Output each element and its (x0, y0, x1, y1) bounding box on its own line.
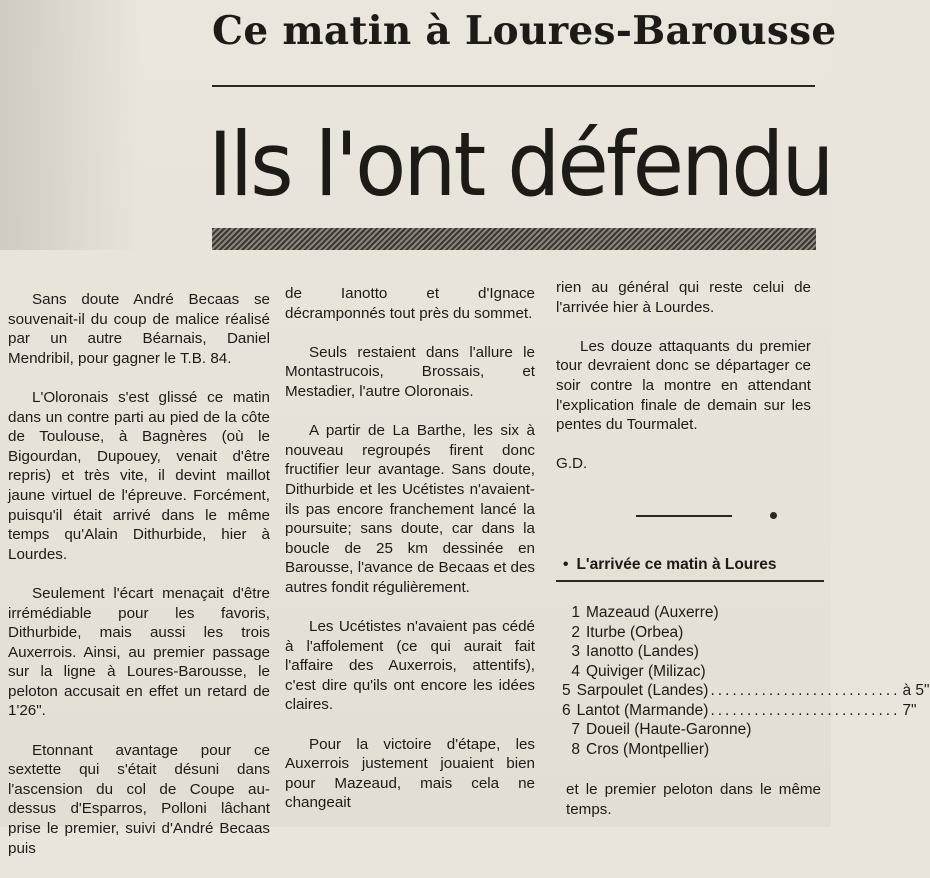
hatched-rule (212, 228, 816, 250)
result-name: Sarpoulet (Landes) (576, 682, 709, 699)
result-row (562, 662, 824, 682)
result-row (562, 681, 930, 701)
result-row (562, 642, 824, 662)
bullet-icon: • (563, 556, 569, 573)
divider-dot (770, 512, 777, 519)
leader-dots: .......................... (710, 682, 901, 699)
paragraph: rien au général qui reste celui de l'arrivée hier à Lourdes. (556, 279, 811, 316)
result-gap: 7" (902, 701, 917, 719)
results-list (562, 603, 930, 759)
result-name: Cros (Montpellier) (586, 740, 710, 758)
paragraph: Les Ucétistes n'avaient pas cédé à l'affolement (ce qui aurait fait l'affaire des Auxerrois, attentifs), c'est dire qu'ils ont encore les idées claires. (285, 618, 535, 714)
result-row (562, 623, 824, 643)
kicker-rule (212, 85, 815, 87)
results-title (563, 556, 821, 574)
result-name: Iturbe (Orbea) (586, 623, 684, 641)
leader-dots: .......................... (710, 701, 901, 719)
paragraph: L'Oloronais s'est glissé ce matin dans un contre parti au pied de la côte de Toulouse, à Bagnères (où le Bigourdan, Dupouey, venait d'être repris) et très vite, il devint maillot jaune virtuel de l'épreuve. Forcément, puisqu'il était arrivé dans le même temps qu'Alain Dithurbide, hier à Lourdes. (8, 388, 270, 563)
result-rank: 5 (562, 682, 571, 699)
result-name: Lantot (Marmande) (576, 701, 709, 719)
article-column-1 (8, 290, 270, 878)
page-shadow (0, 0, 140, 250)
paragraph: Etonnant avantage pour ce sextette qui s'était désuni dans l'ascension du col de Coupe au-dessus d'Esparros, Polloni lâchant prise le premier, suivi d'André Becaas puis (8, 741, 270, 857)
paragraph: Sans doute André Becaas se souvenait-il du coup de malice réalisé par un autre Béarnais, Daniel Mendribil, pour gagner le T.B. 84. (8, 291, 270, 367)
author-signature: G.D. (556, 455, 588, 473)
result-rank: 6 (562, 701, 571, 719)
article-column-2 (285, 284, 535, 833)
results-title-text: L'arrivée ce matin à Loures (576, 556, 777, 573)
result-row (562, 720, 824, 740)
paragraph: Seulement l'écart menaçait d'être irrémédiable pour les favoris, Dithurbide, mais aussi les trois Auxerrois. Ainsi, au premier passage sur la ligne à Loures-Barousse, le peloton accusait en effet un retard de 1'26". (8, 584, 270, 720)
result-name: Quiviger (Milizac) (586, 662, 706, 680)
section-divider (636, 515, 732, 517)
result-gap: à 5" (902, 682, 930, 699)
paragraph: Seuls restaient dans l'allure le Montastrucois, Brossais, et Mestadier, l'autre Oloronais. (285, 343, 535, 400)
paragraph: A partir de La Barthe, les six à nouveau regroupés firent donc fructifier leur avantage. Sans doute, Dithurbide et les Ucétistes n'avaient-ils pas encore franchement lancé la poursuite; sans doute, car dans la boucle de 25 km dessinée en Barousse, l'avance de Becaas et des autres fondit régulièrement. (285, 422, 535, 596)
result-row (562, 603, 824, 623)
result-rank: 4 (571, 662, 580, 680)
result-rank: 7 (571, 721, 580, 738)
result-rank: 2 (571, 623, 580, 641)
main-headline: Ils l'ont défendu (208, 113, 832, 216)
results-rule (556, 580, 824, 582)
result-row (562, 701, 917, 721)
paragraph: Les douze attaquants du premier tour devraient donc se départager ce soir contre la montre en attendant l'explication finale de demain sur les pentes du Tourmalet. (556, 337, 811, 434)
results-footer (566, 780, 821, 819)
article-column-3 (556, 278, 811, 494)
result-rank: 8 (571, 740, 580, 758)
result-name: Doueil (Haute-Garonne) (586, 721, 752, 738)
result-row (562, 740, 824, 760)
paragraph: de Ianotto et d'Ignace décramponnés tout près du sommet. (285, 285, 535, 322)
result-rank: 3 (571, 643, 580, 660)
result-name: Mazeaud (Auxerre) (586, 604, 719, 621)
result-name: Ianotto (Landes) (586, 643, 699, 660)
paragraph: Pour la victoire d'étape, les Auxerrois justement jouaient bien pour Mazeaud, mais cela ne changeait (285, 735, 535, 812)
kicker-headline: Ce matin à Loures-Barousse (212, 8, 837, 54)
paragraph: et le premier peloton dans le même temps. (566, 781, 821, 818)
result-rank: 1 (571, 604, 580, 621)
